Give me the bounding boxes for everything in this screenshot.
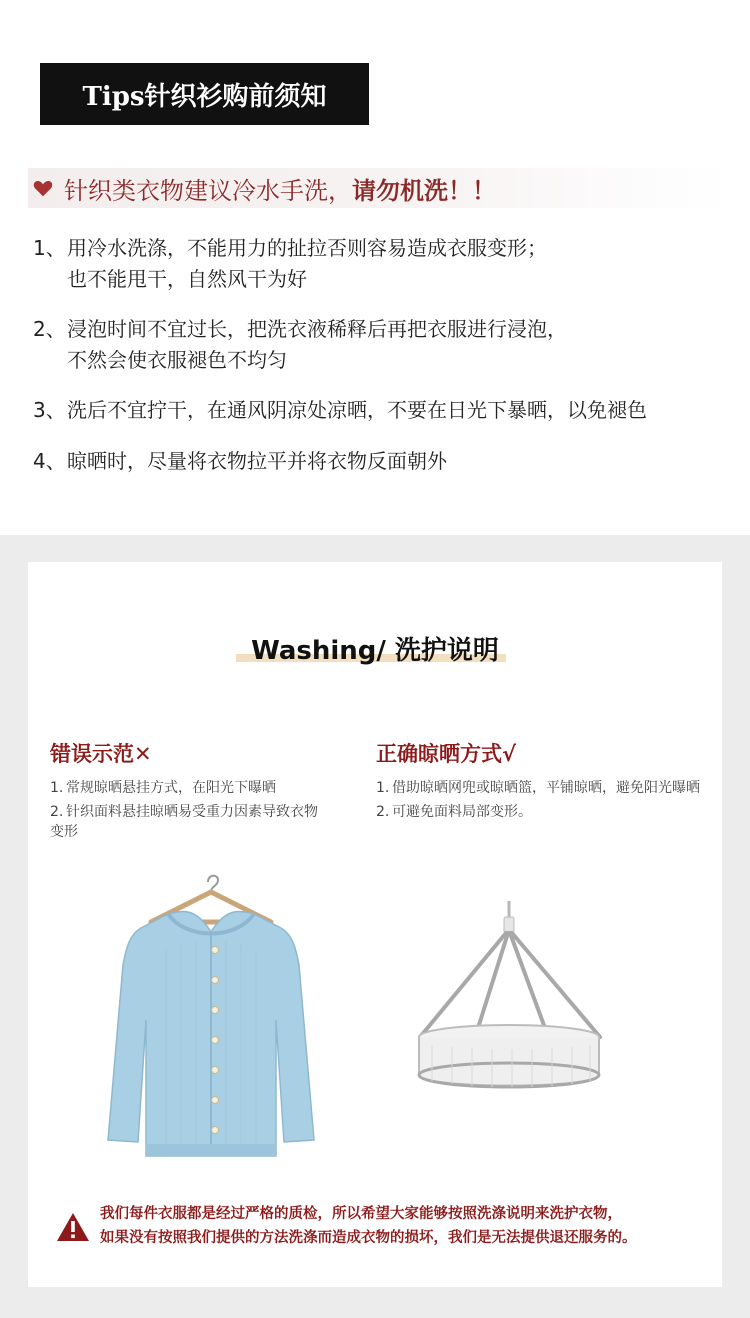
right-heading: 正确晾晒方式√ bbox=[376, 742, 517, 766]
tip-number: 3、 bbox=[33, 398, 66, 422]
list-number: 1. bbox=[50, 780, 64, 796]
list-item bbox=[50, 802, 330, 842]
tip-line: 浸泡时间不宜过长，把洗衣液稀释后再把衣服进行浸泡， bbox=[67, 317, 567, 341]
drying-rack-image bbox=[412, 897, 607, 1097]
tip-line: 用冷水洗涤，不能用力的扯拉否则容易造成衣服变形； bbox=[67, 236, 547, 260]
list-number: 2. bbox=[50, 804, 64, 820]
warning-emphasis: 请勿机洗！！ bbox=[352, 176, 496, 205]
list-text: 针织面料悬挂晾晒易受重力因素导致衣物变形 bbox=[50, 804, 318, 840]
notice-text bbox=[100, 1202, 740, 1250]
right-list bbox=[376, 778, 701, 822]
warning-prefix: 针织类衣物建议冷水手洗， bbox=[64, 176, 352, 205]
warning-triangle-icon bbox=[56, 1212, 90, 1242]
washing-title bbox=[28, 630, 722, 667]
list-text: 常规晾晒悬挂方式，在阳光下曝晒 bbox=[66, 780, 276, 796]
list-number: 2. bbox=[376, 804, 390, 820]
notice-line-2: 如果没有按照我们提供的方法洗涤而造成衣物的损坏，我们是无法提供退还服务的。 bbox=[100, 1230, 637, 1246]
list-number: 1. bbox=[376, 780, 390, 796]
warning-line bbox=[28, 168, 728, 208]
list-item bbox=[50, 778, 330, 798]
tip-line: 洗后不宜拧干，在通风阴凉处凉晒，不要在日光下暴晒，以免褪色 bbox=[67, 398, 647, 422]
wrong-heading: 错误示范✕ bbox=[50, 742, 152, 766]
warning-text bbox=[64, 171, 496, 206]
heart-icon bbox=[32, 177, 54, 199]
tips-banner: Tips针织衫购前须知 bbox=[40, 63, 369, 125]
tip-item-3 bbox=[33, 395, 647, 426]
tip-line: 也不能甩干，自然风干为好 bbox=[67, 267, 307, 291]
tip-line: 晾晒时，尽量将衣物拉平并将衣物反面朝外 bbox=[67, 449, 447, 473]
notice-line-1: 我们每件衣服都是经过严格的质检，所以希望大家能够按照洗涤说明来洗护衣物， bbox=[100, 1206, 622, 1222]
list-item bbox=[376, 802, 701, 822]
tip-item-1 bbox=[33, 233, 547, 295]
tip-item-4 bbox=[33, 446, 447, 477]
tip-number: 4、 bbox=[33, 449, 66, 473]
tip-item-2 bbox=[33, 314, 567, 376]
washing-title-text: Washing/ 洗护说明 bbox=[251, 636, 499, 666]
cardigan-on-hanger-image bbox=[96, 870, 326, 1160]
tip-number: 1、 bbox=[33, 236, 66, 260]
wrong-list bbox=[50, 778, 330, 842]
list-item bbox=[376, 778, 701, 798]
washing-card bbox=[28, 562, 722, 1287]
list-text: 借助晾晒网兜或晾晒篮，平铺晾晒，避免阳光曝晒 bbox=[392, 780, 700, 796]
tip-number: 2、 bbox=[33, 317, 66, 341]
tip-line: 不然会使衣服褪色不均匀 bbox=[67, 348, 287, 372]
top-section bbox=[0, 0, 750, 535]
notice bbox=[56, 1202, 716, 1262]
list-text: 可避免面料局部变形。 bbox=[392, 804, 532, 820]
